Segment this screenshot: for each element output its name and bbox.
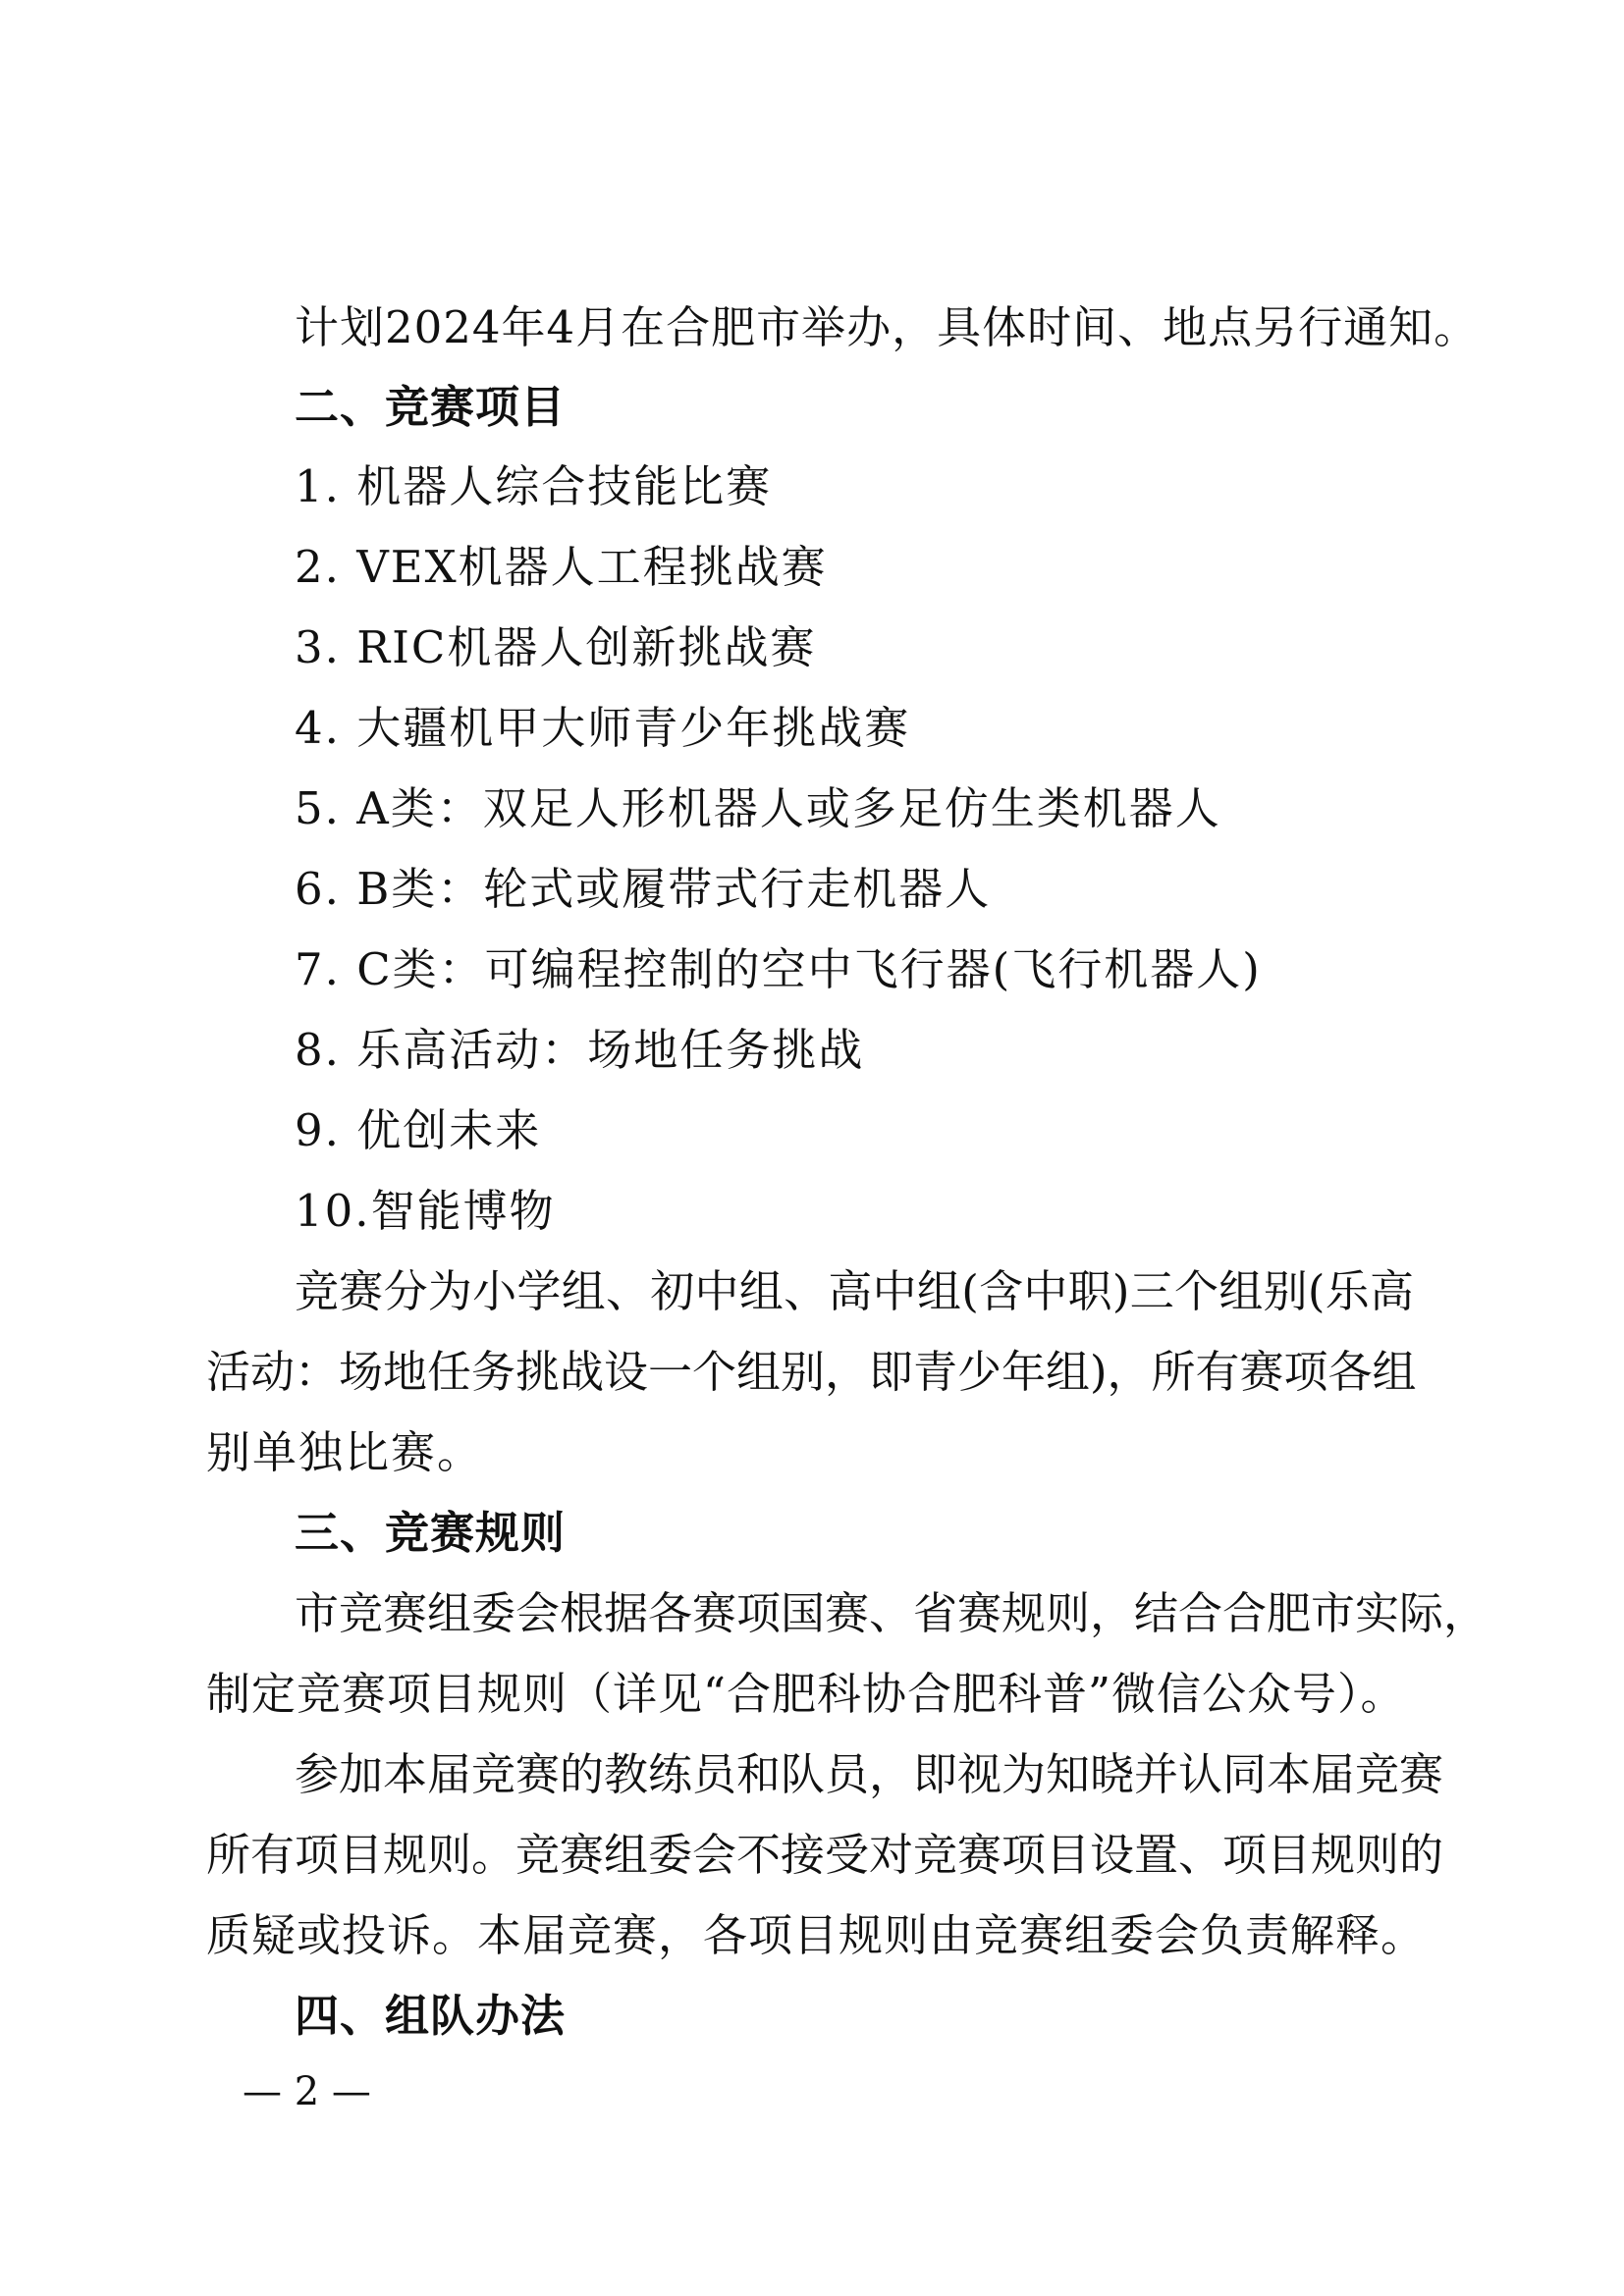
list-item: 5. A类：双足人形机器人或多足仿生类机器人 [295,782,1221,834]
list-item: 10.智能博物 [295,1185,556,1237]
list-item: 9. 优创未来 [295,1104,542,1156]
list-item: 3. RIC机器人创新挑战赛 [295,621,817,673]
paragraph-line: 竞赛分为小学组、初中组、高中组(含中职)三个组别(乐高 [295,1265,1414,1317]
list-item: 8. 乐高活动：场地任务挑战 [295,1024,865,1076]
paragraph-line: 所有项目规则。竞赛组委会不接受对竞赛项目设置、项目规则的 [206,1829,1444,1881]
paragraph-line: 质疑或投诉。本届竞赛，各项目规则由竞赛组委会负责解释。 [206,1909,1427,1961]
intro-line: 计划2024年4月在合肥市举办，具体时间、地点另行通知。 [295,301,1480,353]
section-heading-team-formation: 四、组队办法 [295,1990,567,2042]
page-number: — 2 — [243,2069,371,2114]
list-item: 1. 机器人综合技能比赛 [295,460,773,512]
list-item: 2. VEX机器人工程挑战赛 [295,541,828,593]
list-item: 7. C类：可编程控制的空中飞行器(飞行机器人) [295,943,1262,995]
paragraph-line: 别单独比赛。 [206,1426,484,1478]
paragraph-line: 活动：场地任务挑战设一个组别，即青少年组)，所有赛项各组 [206,1346,1417,1398]
paragraph-line: 制定竞赛项目规则（详见“合肥科协合肥科普”微信公众号）。 [206,1668,1406,1720]
paragraph-line: 参加本届竞赛的教练员和队员，即视为知晓并认同本届竞赛 [295,1748,1444,1800]
paragraph-line: 市竞赛组委会根据各赛项国赛、省赛规则，结合合肥市实际， [295,1587,1489,1639]
section-heading-competition-items: 二、竞赛项目 [295,381,567,433]
list-item: 6. B类：轮式或履带式行走机器人 [295,863,992,915]
section-heading-competition-rules: 三、竞赛规则 [295,1507,567,1559]
list-item: 4. 大疆机甲大师青少年挑战赛 [295,702,911,754]
